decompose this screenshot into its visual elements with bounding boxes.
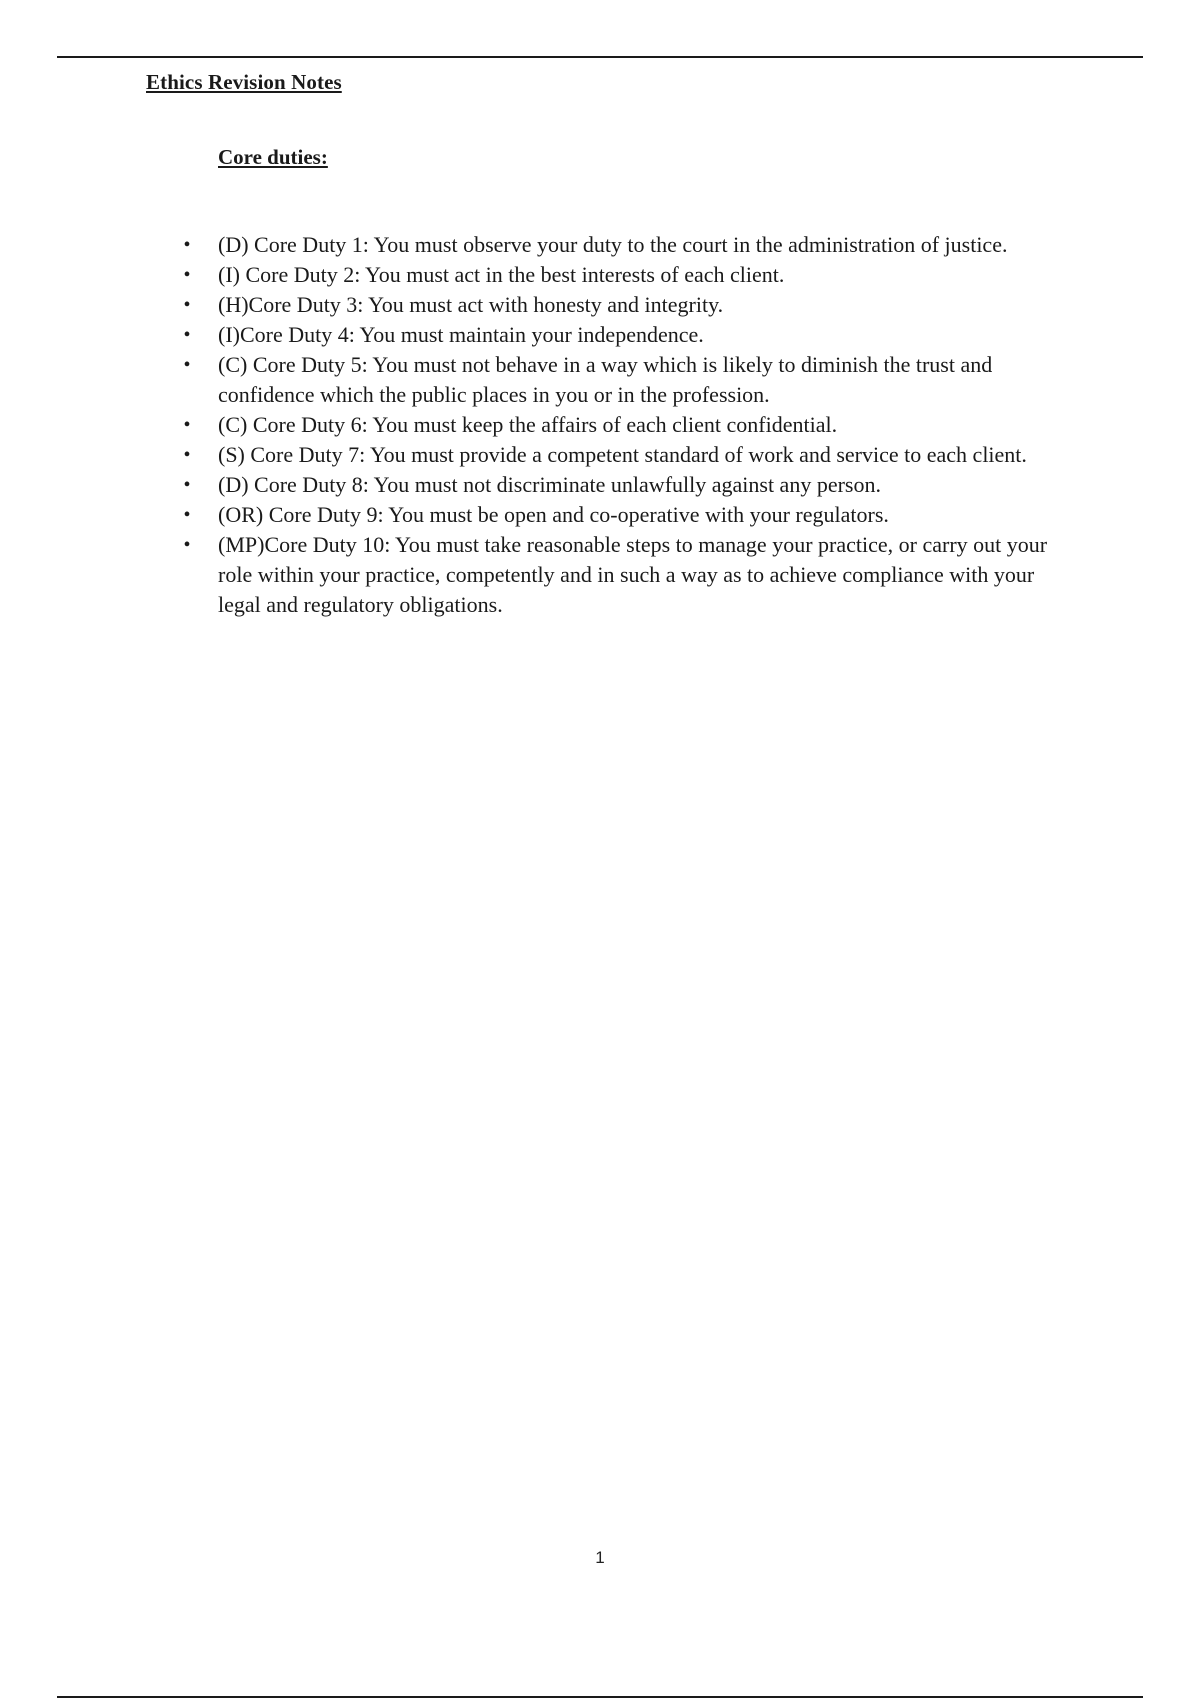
list-item <box>183 290 1048 320</box>
list-item <box>183 260 1048 290</box>
page-number: 1 <box>595 1548 605 1567</box>
top-rule <box>57 56 1143 58</box>
bullet-icon: • <box>183 234 191 256</box>
list-item <box>183 530 1048 620</box>
bullet-icon: • <box>183 264 191 286</box>
duty-text: (C) Core Duty 5: You must not behave in a way which is likely to diminish the trust and confidence which the public places in you or in the profession. <box>218 352 993 407</box>
duty-text: (S) Core Duty 7: You must provide a competent standard of work and service to each client. <box>218 442 1027 467</box>
bullet-icon: • <box>183 324 191 346</box>
core-duties-list <box>183 230 1048 620</box>
duty-text: (MP)Core Duty 10: You must take reasonable steps to manage your practice, or carry out your role within your practice, competently and in such a way as to achieve compliance with your legal and regulatory obligations. <box>218 532 1048 617</box>
section-heading-core-duties: Core duties: <box>218 145 328 169</box>
duty-text: (I)Core Duty 4: You must maintain your independence. <box>218 322 704 347</box>
bullet-icon: • <box>183 444 191 466</box>
bullet-icon: • <box>183 474 191 496</box>
list-item <box>183 500 1048 530</box>
duty-text: (I) Core Duty 2: You must act in the best interests of each client. <box>218 262 785 287</box>
list-item <box>183 440 1048 470</box>
bullet-icon: • <box>183 354 191 376</box>
bottom-rule <box>57 1696 1143 1698</box>
duty-text: (OR) Core Duty 9: You must be open and co-operative with your regulators. <box>218 502 889 527</box>
bullet-icon: • <box>183 534 191 556</box>
bullet-icon: • <box>183 504 191 526</box>
list-item <box>183 320 1048 350</box>
duty-text: (D) Core Duty 1: You must observe your duty to the court in the administration of justice. <box>218 232 1008 257</box>
list-item <box>183 350 1048 410</box>
bullet-icon: • <box>183 294 191 316</box>
duty-text: (D) Core Duty 8: You must not discriminate unlawfully against any person. <box>218 472 881 497</box>
list-item <box>183 230 1048 260</box>
list-item <box>183 470 1048 500</box>
bullet-icon: • <box>183 414 191 436</box>
duty-text: (H)Core Duty 3: You must act with honesty and integrity. <box>218 292 724 317</box>
list-item <box>183 410 1048 440</box>
duty-text: (C) Core Duty 6: You must keep the affairs of each client confidential. <box>218 412 838 437</box>
document-title: Ethics Revision Notes <box>146 70 342 94</box>
